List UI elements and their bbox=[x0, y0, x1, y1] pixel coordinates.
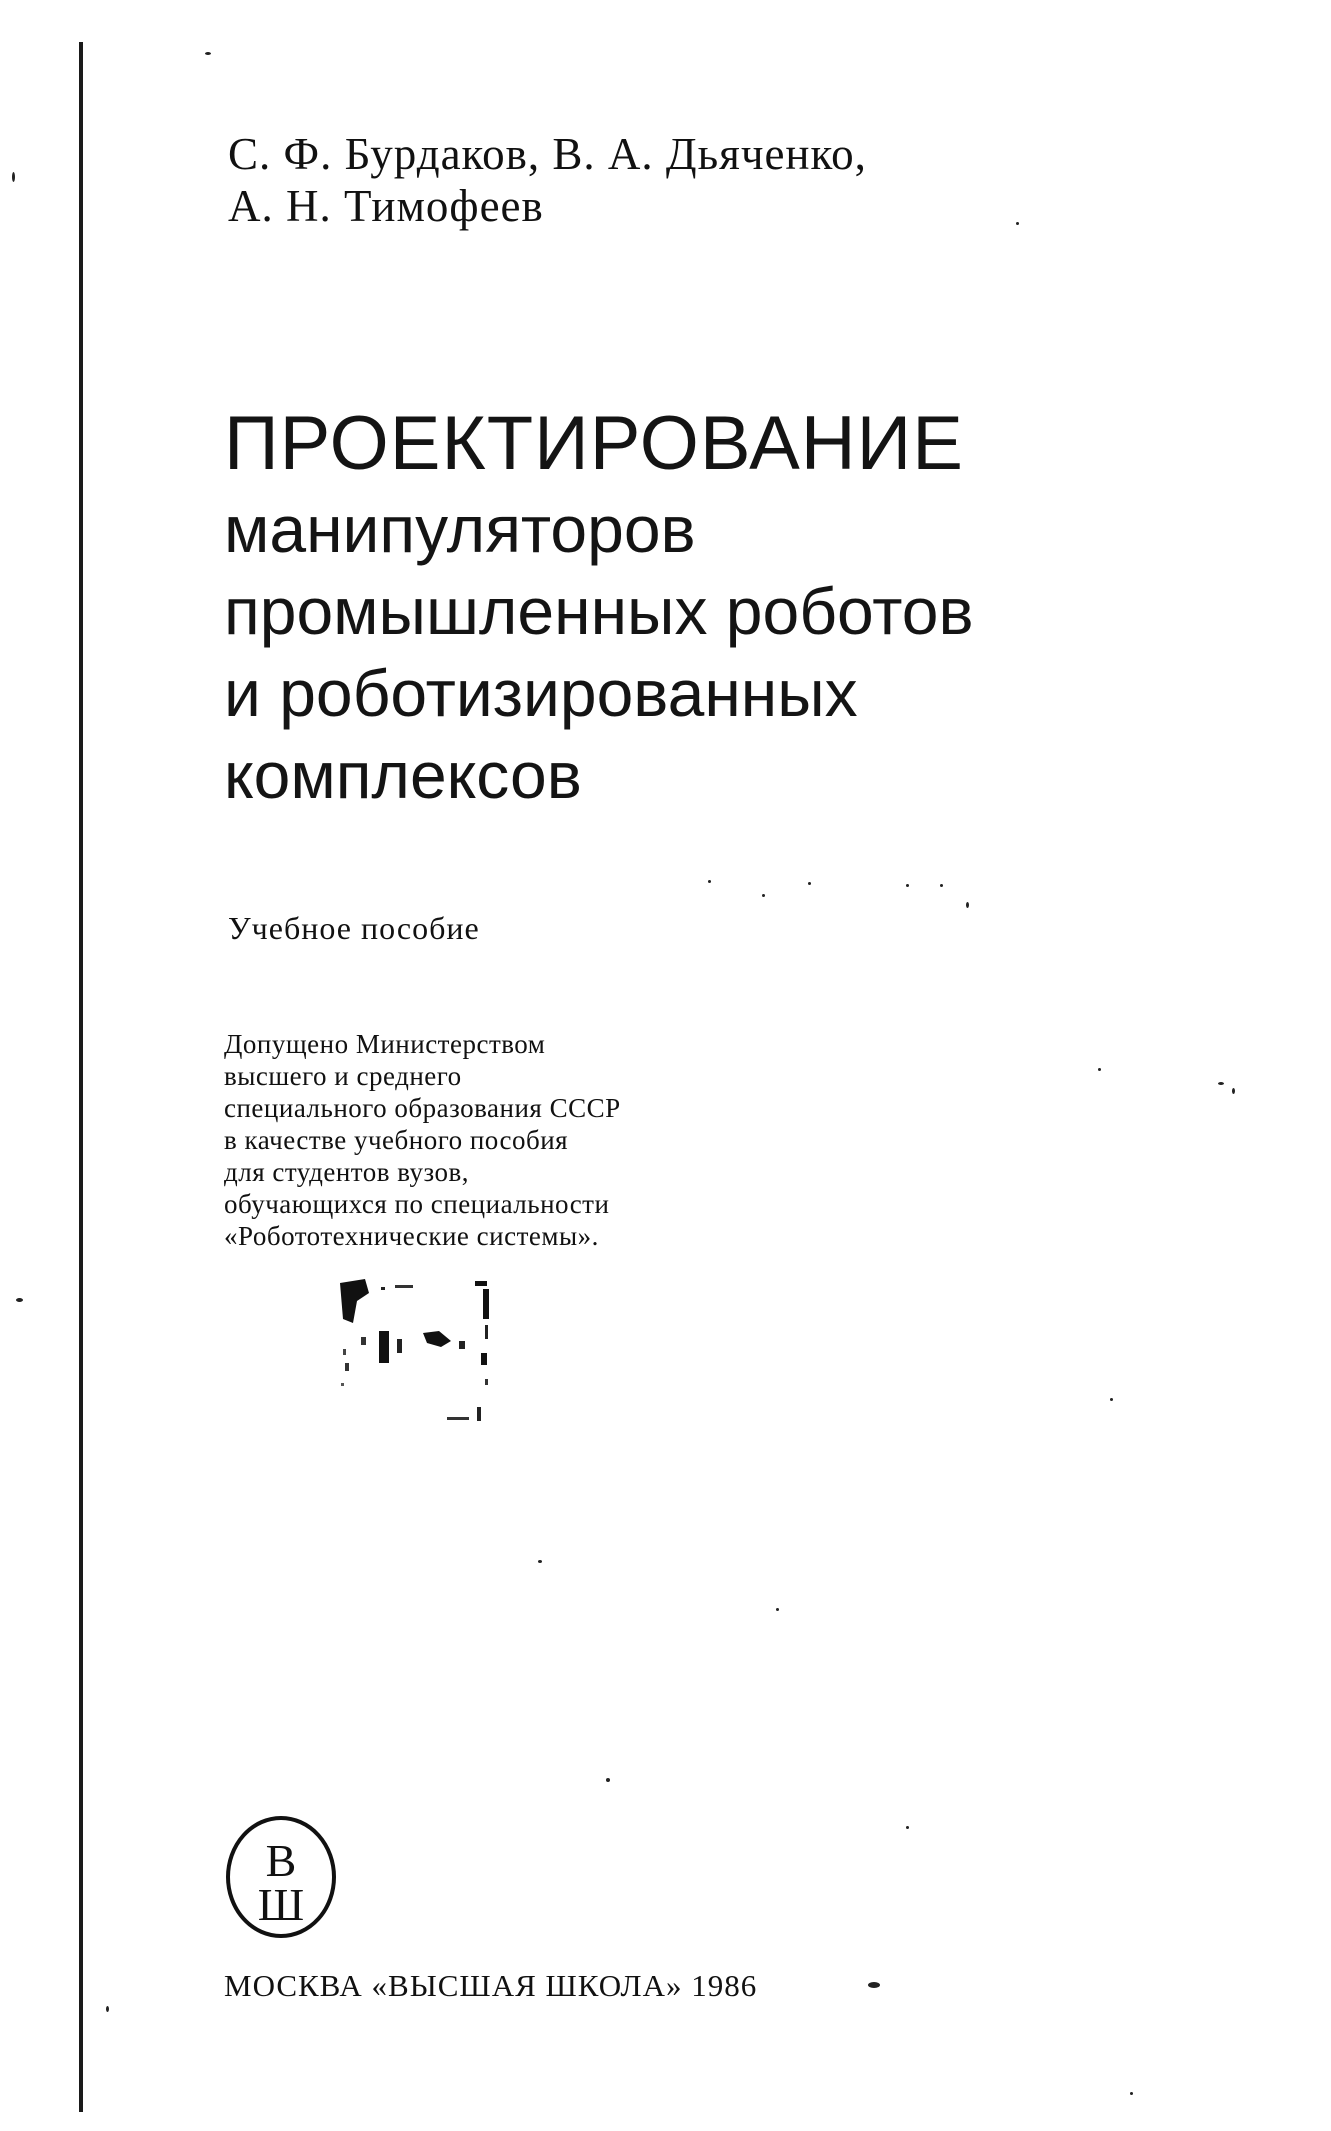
approval-note bbox=[224, 1028, 621, 1252]
title-line-4: комплексов bbox=[224, 738, 582, 812]
scan-speck bbox=[940, 884, 943, 887]
approval-line-2: высшего и среднего bbox=[224, 1061, 462, 1091]
library-stamp-icon bbox=[335, 1275, 510, 1435]
scan-speck bbox=[776, 1608, 779, 1611]
title-line-2: промышленных роботов bbox=[224, 574, 974, 648]
publisher-imprint: МОСКВА «ВЫСШАЯ ШКОЛА» 1986 bbox=[224, 1968, 758, 2003]
scan-speck bbox=[1016, 222, 1019, 225]
scan-speck bbox=[538, 1560, 542, 1563]
approval-line-7: «Робототехнические системы». bbox=[224, 1221, 599, 1251]
scan-speck bbox=[205, 52, 211, 55]
authors-line-2: А. Н. Тимофеев bbox=[228, 181, 544, 231]
book-title bbox=[224, 400, 974, 816]
scan-speck bbox=[12, 172, 15, 182]
title-line-1: манипуляторов bbox=[224, 492, 696, 566]
scan-speck bbox=[906, 884, 909, 887]
scan-speck bbox=[16, 1298, 23, 1302]
approval-line-4: в качестве учебного пособия bbox=[224, 1125, 569, 1155]
scan-speck bbox=[106, 2006, 109, 2012]
scan-speck bbox=[1232, 1088, 1235, 1094]
scan-speck bbox=[966, 902, 969, 908]
scan-speck bbox=[1218, 1082, 1224, 1085]
title-line-3: и роботизированных bbox=[224, 656, 858, 730]
book-type-subtitle: Учебное пособие bbox=[228, 910, 480, 946]
authors-line-1: С. Ф. Бурдаков, В. А. Дьяченко, bbox=[228, 129, 867, 179]
approval-line-3: специального образования СССР bbox=[224, 1093, 621, 1123]
scan-speck bbox=[868, 1982, 880, 1988]
binding-edge-line bbox=[79, 42, 83, 2112]
scan-speck bbox=[1098, 1068, 1101, 1071]
scan-speck bbox=[708, 880, 711, 883]
title-main: ПРОЕКТИРОВАНИЕ bbox=[224, 401, 964, 486]
approval-line-6: обучающихся по специальности bbox=[224, 1189, 610, 1219]
svg-text:В: В bbox=[265, 1835, 297, 1886]
scan-speck bbox=[606, 1778, 610, 1782]
publisher-logo-icon bbox=[222, 1812, 340, 1942]
scan-speck bbox=[906, 1826, 909, 1829]
approval-line-5: для студентов вузов, bbox=[224, 1157, 470, 1187]
authors bbox=[228, 128, 867, 232]
scan-speck bbox=[762, 894, 765, 897]
svg-text:Ш: Ш bbox=[257, 1879, 305, 1930]
approval-line-1: Допущено Министерством bbox=[224, 1029, 546, 1059]
scan-speck bbox=[1130, 2092, 1133, 2095]
scan-speck bbox=[808, 882, 811, 885]
scan-speck bbox=[1110, 1398, 1113, 1401]
